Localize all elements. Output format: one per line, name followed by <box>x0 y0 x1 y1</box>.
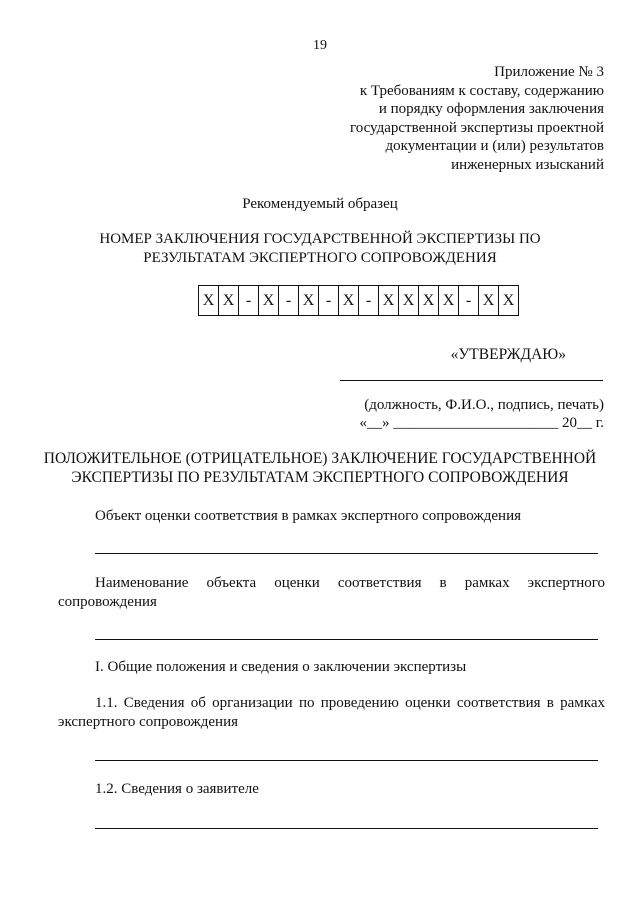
item-1-2-line <box>95 828 598 829</box>
code-cell: X <box>199 286 219 315</box>
code-cell: - <box>359 286 379 315</box>
code-cell: X <box>502 292 515 309</box>
code-cell: X <box>379 286 399 315</box>
object-name-field-line <box>95 639 598 640</box>
appendix-line: документации и (или) результатов <box>385 138 604 155</box>
conclusion-title-line: ПОЛОЖИТЕЛЬНОЕ (ОТРИЦАТЕЛЬНОЕ) ЗАКЛЮЧЕНИЕ ГОСУДАРСТВЕННОЙ <box>43 450 597 467</box>
code-cell: - <box>279 286 299 315</box>
code-cell: X <box>479 286 499 315</box>
conclusion-title-line: ЭКСПЕРТИЗЫ ПО РЕЗУЛЬТАТАМ ЭКСПЕРТНОГО СОПРОВОЖДЕНИЯ <box>71 468 569 486</box>
number-title <box>0 230 640 268</box>
code-cell: - <box>319 286 339 315</box>
code-cell: X <box>339 286 359 315</box>
appendix-line: к Требованиям к составу, содержанию <box>359 82 604 99</box>
conclusion-number-code <box>198 285 519 316</box>
appendix-line: и порядку оформления заключения <box>378 101 604 118</box>
appendix-line: инженерных изысканий <box>451 156 604 173</box>
code-cell: X <box>219 286 239 315</box>
object-field-label: Объект оценки соответствия в рамках экспертного сопровождения <box>95 508 522 524</box>
approval-date-line: «__» ______________________ 20__ г. <box>359 415 604 431</box>
number-title-line: РЕЗУЛЬТАТАМ ЭКСПЕРТНОГО СОПРОВОЖДЕНИЯ <box>143 250 497 266</box>
number-title-line: НОМЕР ЗАКЛЮЧЕНИЯ ГОСУДАРСТВЕННОЙ ЭКСПЕРТИЗЫ ПО <box>99 231 541 247</box>
appendix-header <box>350 63 604 175</box>
signature-line <box>340 380 603 381</box>
object-name-field-label: Наименование объекта оценки соответствия в рамках экспертного сопровождения <box>58 575 605 610</box>
item-1-2-label: 1.2. Сведения о заявителе <box>95 781 259 797</box>
code-cell: X <box>259 286 279 315</box>
conclusion-title <box>0 450 640 487</box>
code-cell: X <box>419 286 439 315</box>
code-cell: - <box>239 286 259 315</box>
page-number: 19 <box>313 38 327 53</box>
item-1-1-label: 1.1. Сведения об организации по проведению оценки соответствия в рамках экспертного сопровождения <box>58 695 605 730</box>
sample-label: Рекомендуемый образец <box>242 196 398 212</box>
approve-label: «УТВЕРЖДАЮ» <box>450 346 566 363</box>
code-cell: - <box>459 286 479 315</box>
code-cell: X <box>399 286 419 315</box>
appendix-line: государственной экспертизы проектной <box>349 119 604 136</box>
item-1-1-line <box>95 760 598 761</box>
code-cell: X <box>439 286 459 315</box>
code-cell: X <box>299 286 319 315</box>
appendix-line: Приложение № 3 <box>494 64 604 80</box>
object-field-line <box>95 553 598 554</box>
section-1-heading: I. Общие положения и сведения о заключении экспертизы <box>95 659 467 675</box>
signature-caption: (должность, Ф.И.О., подпись, печать) <box>364 397 604 413</box>
